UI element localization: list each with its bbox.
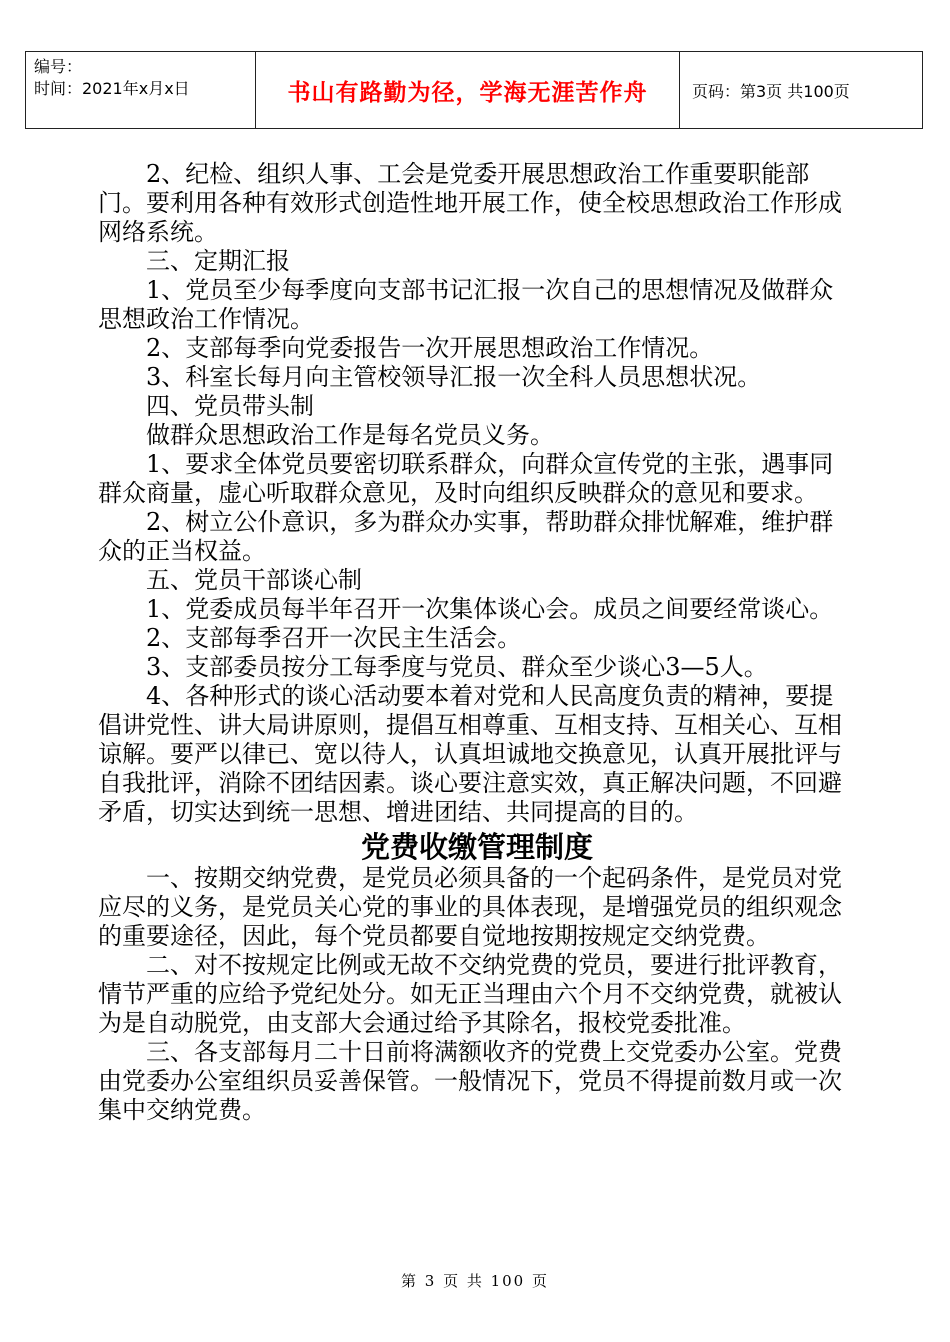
header-page-info: 页码：第3页 共100页	[692, 81, 850, 101]
page-header	[25, 51, 923, 129]
number-label: 编号：	[34, 57, 83, 76]
section-heading: 五、党员干部谈心制	[146, 566, 362, 594]
paragraph: 2、支部每季召开一次民主生活会。	[146, 624, 522, 652]
paragraph: 做群众思想政治工作是每名党员义务。	[146, 421, 554, 449]
paragraph: 2、支部每季向党委报告一次开展思想政治工作情况。	[146, 334, 714, 362]
header-motto: 书山有路勤为径，学海无涯苦作舟	[256, 52, 680, 128]
page-footer: 第 3 页 共 100 页	[400, 1272, 549, 1290]
paragraph: 1、党员至少每季度向支部书记汇报一次自己的思想情况及做群众思想政治工作情况。	[98, 276, 834, 333]
paragraph: 2、纪检、组织人事、工会是党委开展思想政治工作重要职能部门。要利用各种有效形式创造性地开展工作，使全校思想政治工作形成网络系统。	[98, 160, 842, 246]
time-label: 时间：2021年x月x日	[34, 79, 190, 98]
paragraph: 1、党委成员每半年召开一次集体谈心会。成员之间要经常谈心。	[146, 595, 834, 623]
paragraph: 3、科室长每月向主管校领导汇报一次全科人员思想状况。	[146, 363, 762, 391]
header-meta	[26, 52, 256, 128]
paragraph: 4、各种形式的谈心活动要本着对党和人民高度负责的精神，要提倡讲党性、讲大局讲原则，提倡互相尊重、互相支持、互相关心、互相谅解。要严以律已、宽以待人，认真坦诚地交换意见，认真开展批评与自我批评，消除不团结因素。谈心要注意实效，真正解决问题，不回避矛盾，切实达到统一思想、增进团结、共同提高的目的。	[98, 682, 842, 826]
paragraph: 2、树立公仆意识，多为群众办实事，帮助群众排忧解难，维护群众的正当权益。	[98, 508, 834, 565]
paragraph: 3、支部委员按分工每季度与党员、群众至少谈心3—5人。	[146, 653, 768, 681]
paragraph: 三、各支部每月二十日前将满额收齐的党费上交党委办公室。党费由党委办公室组织员妥善保管。一般情况下，党员不得提前数月或一次集中交纳党费。	[98, 1038, 842, 1124]
document-body	[98, 160, 856, 1125]
paragraph: 二、对不按规定比例或无故不交纳党费的党员，要进行批评教育，情节严重的应给予党纪处分。如无正当理由六个月不交纳党费，就被认为是自动脱党，由支部大会通过给予其除名，报校党委批准。	[98, 951, 842, 1037]
paragraph: 一、按期交纳党费，是党员必须具备的一个起码条件，是党员对党应尽的义务，是党员关心党的事业的具体表现，是增强党员的组织观念的重要途径，因此，每个党员都要自觉地按期按规定交纳党费。	[98, 864, 842, 950]
paragraph: 1、要求全体党员要密切联系群众，向群众宣传党的主张，遇事同群众商量，虚心听取群众意见，及时向组织反映群众的意见和要求。	[98, 450, 834, 507]
section-title: 党费收缴管理制度	[360, 830, 593, 864]
section-heading: 四、党员带头制	[146, 392, 314, 420]
section-heading: 三、定期汇报	[146, 247, 290, 275]
